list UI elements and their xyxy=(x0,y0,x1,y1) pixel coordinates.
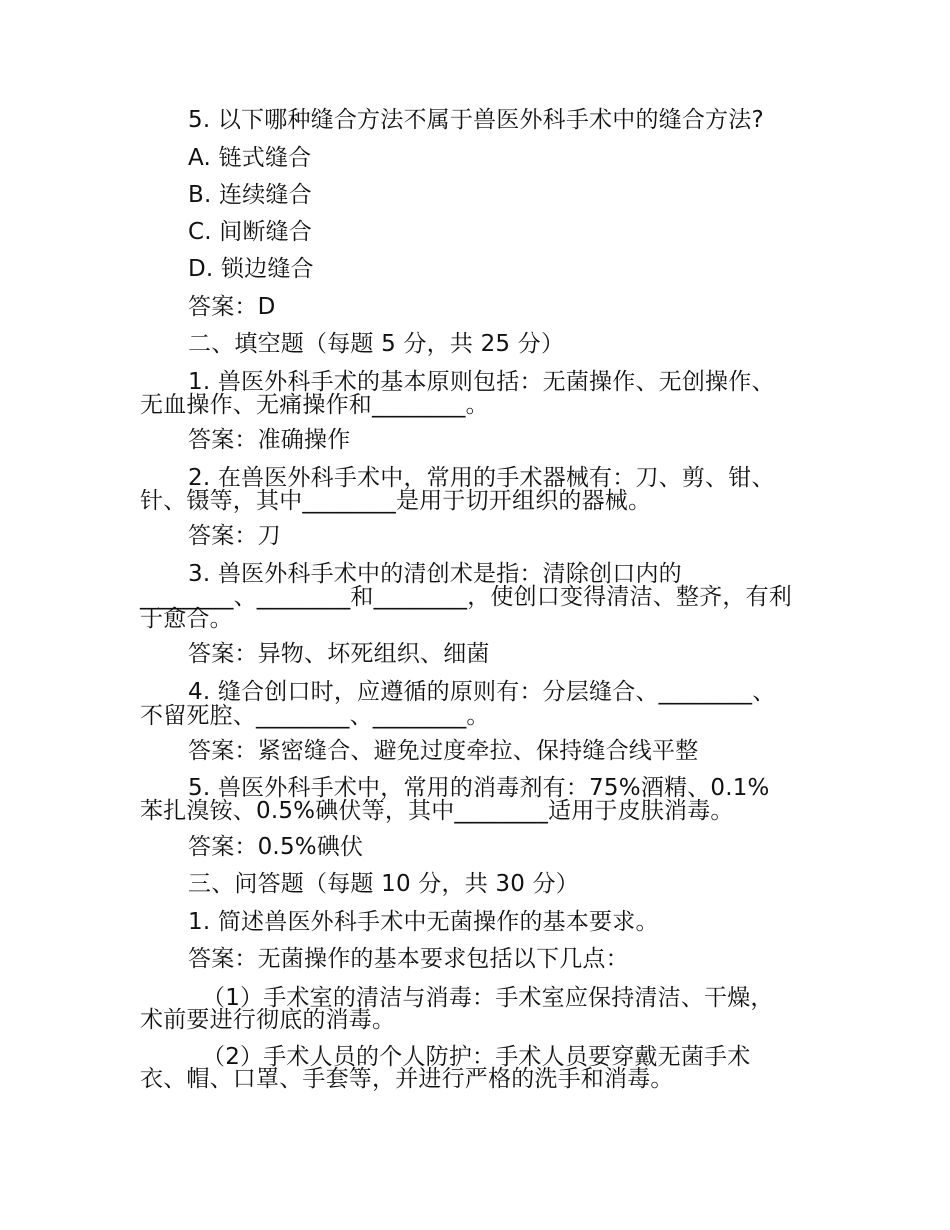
fill-a2: 答案：刀 xyxy=(188,523,281,549)
fill-q3-line1: 3. 兽医外科手术中的清创术是指：清除创口内的 xyxy=(188,561,682,587)
mc-option-c: C. 间断缝合 xyxy=(188,219,313,245)
fill-q5-line2: 苯扎溴铵、0.5%碘伏等，其中________适用于皮肤消毒。 xyxy=(140,798,734,824)
mc-option-b: B. 连续缝合 xyxy=(188,182,312,208)
mc-answer: 答案：D xyxy=(188,294,276,320)
fill-a4: 答案：紧密缝合、避免过度牵拉、保持缝合线平整 xyxy=(188,738,699,764)
essay-a1-point2-line2: 衣、帽、口罩、手套等，并进行严格的洗手和消毒。 xyxy=(140,1066,674,1092)
mc-question: 5. 以下哪种缝合方法不属于兽医外科手术中的缝合方法? xyxy=(188,107,764,133)
fill-a3: 答案：异物、坏死组织、细菌 xyxy=(188,641,490,667)
fill-a1: 答案：准确操作 xyxy=(188,427,351,453)
essay-a1-point1-line1: （1）手术室的清洁与消毒：手术室应保持清洁、干燥， xyxy=(202,985,774,1011)
fill-q1-line1: 1. 兽医外科手术的基本原则包括：无菌操作、无创操作、 xyxy=(188,369,775,395)
fill-q4-line1: 4. 缝合创口时，应遵循的原则有：分层缝合、________、 xyxy=(188,679,776,705)
fill-q3-line3: 于愈合。 xyxy=(140,606,233,632)
fill-q2-line1: 2. 在兽医外科手术中，常用的手术器械有：刀、剪、钳、 xyxy=(188,465,775,491)
fill-q1-line2: 无血操作、无痛操作和________。 xyxy=(140,392,489,418)
essay-a1-point1-line2: 术前要进行彻底的消毒。 xyxy=(140,1007,396,1033)
fill-q4-line2: 不留死腔、________、________。 xyxy=(140,703,490,729)
essay-a1-point2-line1: （2）手术人员的个人防护：手术人员要穿戴无菌手术 xyxy=(202,1044,751,1070)
essay-q1: 1. 简述兽医外科手术中无菌操作的基本要求。 xyxy=(188,909,659,935)
fill-q5-line1: 5. 兽医外科手术中，常用的消毒剂有：75%酒精、0.1% xyxy=(188,775,770,801)
fill-section-heading: 二、填空题（每题 5 分，共 25 分） xyxy=(188,331,565,357)
fill-q2-line2: 针、镊等，其中________是用于切开组织的器械。 xyxy=(140,488,652,514)
mc-option-a: A. 链式缝合 xyxy=(188,145,312,171)
mc-option-d: D. 锁边缝合 xyxy=(188,256,314,282)
essay-a1-intro: 答案：无菌操作的基本要求包括以下几点： xyxy=(188,946,629,972)
fill-a5: 答案：0.5%碘伏 xyxy=(188,834,364,860)
essay-section-heading: 三、问答题（每题 10 分，共 30 分） xyxy=(188,871,579,897)
fill-q3-line2: ________、________和________，使创口变得清洁、整齐，有利 xyxy=(140,584,792,610)
